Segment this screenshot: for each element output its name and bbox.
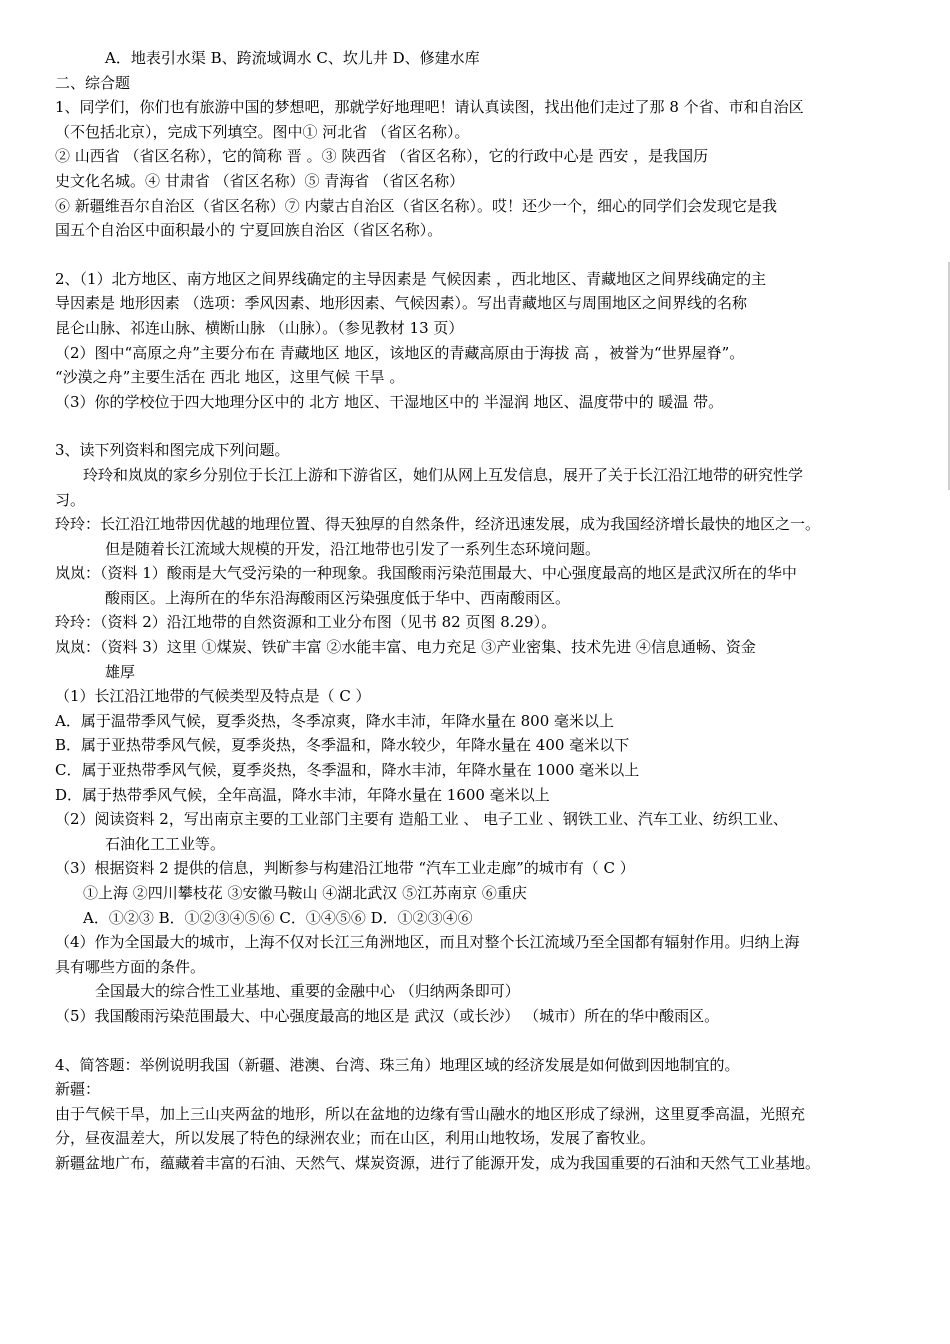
text-line: （2）图中“高原之舟”主要分布在 青藏地区 地区，该地区的青藏高原由于海拔 高 ，被誉为“世界屋脊”。 — [55, 343, 745, 362]
text-line: （5）我国酸雨污染范围最大、中心强度最高的地区是 武汉（或长沙） （城市）所在的华中酸雨区。 — [55, 1006, 720, 1025]
text-line: 国五个自治区中面积最小的 宁夏回族自治区（省区名称）。 — [55, 221, 443, 240]
text-line: 史文化名城。④ 甘肃省 （省区名称）⑤ 青海省 （省区名称） — [55, 171, 465, 190]
text-line: 玲玲：（资料 2）沿江地带的自然资源和工业分布图（见书 82 页图 8.29）。 — [55, 613, 557, 632]
text-line: 二、综合题 — [55, 73, 131, 92]
text-line: 新疆盆地广布，蕴藏着丰富的石油、天然气、煤炭资源，进行了能源开发，成为我国重要的石油和天然气工业基地。 — [55, 1153, 821, 1172]
text-line: 4、简答题：举例说明我国（新疆、港澳、台湾、珠三角）地理区域的经济发展是如何做到因地制宜的。 — [55, 1055, 740, 1074]
text-line: （3）你的学校位于四大地理分区中的 北方 地区、干湿地区中的 半湿润 地区、温度带中的 暖温 带。 — [55, 392, 724, 411]
text-line: （2）阅读资料 2，写出南京主要的工业部门主要有 造船工业 、 电子工业 、钢铁工业、汽车工业、纺织工业、 — [55, 810, 788, 829]
text-line: 雄厚 — [105, 662, 136, 681]
text-line: C．属于亚热带季风气候，夏季炎热，冬季温和，降水丰沛，年降水量在 1000 毫米以上 — [55, 761, 640, 780]
text-line: 但是随着长江流域大规模的开发，沿江地带也引发了一系列生态环境问题。 — [105, 539, 601, 558]
text-line: （不包括北京），完成下列填空。图中① 河北省 （省区名称）。 — [55, 122, 470, 141]
text-line: B．属于亚热带季风气候，夏季炎热，冬季温和，降水较少，年降水量在 400 毫米以下 — [55, 736, 630, 755]
text-line: A．地表引水渠 B、跨流域调水 C、坎儿井 D、修建水库 — [105, 49, 480, 67]
blank-line — [55, 1029, 900, 1053]
text-line: （1）长江沿江地带的气候类型及特点是（ C ） — [55, 687, 371, 706]
text-line: 3、读下列资料和图完成下列问题。 — [55, 441, 290, 460]
text-line: 由于气候干旱，加上三山夹两盆的地形，所以在盆地的边缘有雪山融水的地区形成了绿洲，这里夏季高温，光照充 — [55, 1104, 806, 1123]
text-line: （4）作为全国最大的城市，上海不仅对长江三角洲地区，而且对整个长江流域乃至全国都有辐射作用。归纳上海 — [55, 933, 800, 952]
text-line: 酸雨区。上海所在的华东沿海酸雨区污染强度低于华中、西南酸雨区。 — [105, 588, 571, 607]
text-line: 玲玲和岚岚的家乡分别位于长江上游和下游省区，她们从网上互发信息，展开了关于长江沿江地带的研究性学 — [83, 465, 804, 484]
text-line: A．①②③ B．①②③④⑤⑥ C．①④⑤⑥ D．①②③④⑥ — [83, 908, 473, 927]
text-line: ⑥ 新疆维吾尔自治区（省区名称）⑦ 内蒙古自治区（省区名称）。哎！还少一个，细心的同学们会发现它是我 — [55, 196, 778, 215]
text-line: 石油化工工业等。 — [105, 834, 226, 853]
text-line: “沙漠之舟”主要生活在 西北 地区，这里气候 干旱 。 — [55, 368, 405, 387]
text-line: 2、（1）北方地区、南方地区之间界线确定的主导因素是 气候因素 ，西北地区、青藏地区之间界线确定的主 — [55, 269, 767, 288]
document-page — [55, 46, 900, 1176]
blank-line — [55, 243, 900, 267]
text-line: （3）根据资料 2 提供的信息，判断参与构建沿江地带 “汽车工业走廊”的城市有（ C ） — [55, 859, 635, 878]
text-line: 昆仑山脉、祁连山脉、横断山脉 （山脉）。（参见教材 13 页） — [55, 318, 464, 337]
text-line: 岚岚：（资料 3）这里 ①煤炭、铁矿丰富 ②水能丰富、电力充足 ③产业密集、技术先进 ④信息通畅、资金 — [55, 638, 756, 657]
text-line: 导因素是 地形因素 （选项：季风因素、地形因素、气候因素）。写出青藏地区与周围地区之间界线的名称 — [55, 294, 748, 313]
text-line: 习。 — [55, 490, 86, 509]
text-line: 岚岚：（资料 1）酸雨是大气受污染的一种现象。我国酸雨污染范围最大、中心强度最高的地区是武汉所在的华中 — [55, 564, 797, 583]
text-line: 玲玲：长江沿江地带因优越的地理位置、得天独厚的自然条件，经济迅速发展，成为我国经济增长最快的地区之一。 — [55, 515, 821, 534]
text-line: A．属于温带季风气候，夏季炎热，冬季凉爽，降水丰沛，年降水量在 800 毫米以上 — [55, 711, 615, 730]
text-line: ①上海 ②四川攀枝花 ③安徽马鞍山 ④湖北武汉 ⑤江苏南京 ⑥重庆 — [83, 884, 527, 902]
text-line: 1、同学们，你们也有旅游中国的梦想吧，那就学好地理吧！请认真读图，找出他们走过了那 8 个省、市和自治区 — [55, 98, 804, 117]
text-line: 全国最大的综合性工业基地、重要的金融中心 （归纳两条即可） — [95, 982, 520, 1001]
text-line: 分，昼夜温差大，所以发展了特色的绿洲农业；而在山区，利用山地牧场，发展了畜牧业。 — [55, 1129, 656, 1148]
text-line: 新疆： — [55, 1080, 101, 1099]
text-line: ② 山西省 （省区名称），它的简称 晋 。③ 陕西省 （省区名称），它的行政中心是 西安 ，是我国历 — [55, 147, 709, 166]
blank-line — [55, 414, 900, 438]
text-line: D．属于热带季风气候，全年高温，降水丰沛，年降水量在 1600 毫米以上 — [55, 785, 550, 804]
text-line: 具有哪些方面的条件。 — [55, 957, 206, 976]
